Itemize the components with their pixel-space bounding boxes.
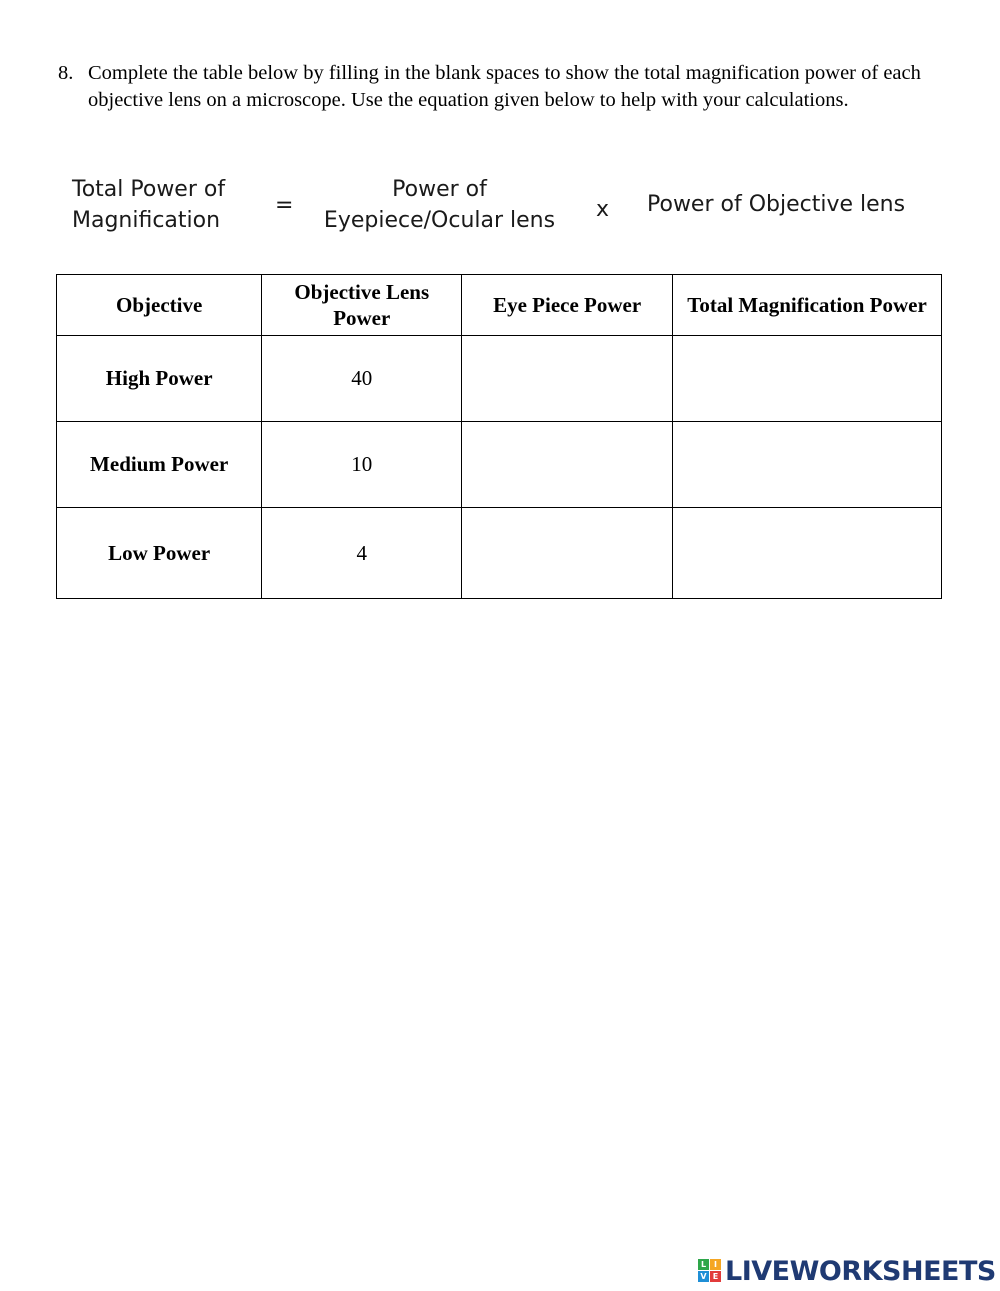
table-row <box>57 422 942 508</box>
table-row <box>57 508 942 599</box>
equation-right-term: Power of Objective lens <box>647 192 906 217</box>
equation-left-line-1: Total Power of <box>72 177 226 202</box>
brand-name: LIVEWORKSHEETS <box>725 1255 996 1287</box>
total-magnification-blank[interactable] <box>673 422 942 508</box>
eye-piece-power-blank[interactable] <box>462 336 673 422</box>
liveworksheets-brand <box>698 1254 996 1288</box>
objective-lens-power-cell: 40 <box>262 336 462 422</box>
objective-cell: Medium Power <box>57 422 262 508</box>
equation-middle-term <box>302 174 577 236</box>
equation-middle-line-1: Power of <box>392 177 487 202</box>
question-8 <box>58 60 938 113</box>
eye-piece-power-blank[interactable] <box>462 508 673 599</box>
table-row <box>57 336 942 422</box>
eye-piece-power-blank[interactable] <box>462 422 673 508</box>
logo-letter-e: E <box>710 1271 721 1282</box>
logo-letter-l: L <box>698 1259 709 1270</box>
header-objective-lens-power: Objective Lens Power <box>262 275 462 336</box>
total-magnification-blank[interactable] <box>673 508 942 599</box>
header-eye-piece-power: Eye Piece Power <box>462 275 673 336</box>
objective-cell: High Power <box>57 336 262 422</box>
equation-left-line-2: Magnification <box>72 208 221 233</box>
liveworksheets-logo-icon <box>698 1259 722 1283</box>
objective-lens-power-cell: 10 <box>262 422 462 508</box>
question-text: Complete the table below by filling in the blank spaces to show the total magnification power of each objective lens on a microscope. Use the equation given below to help with your calculations. <box>88 62 921 111</box>
equation-middle-line-2: Eyepiece/Ocular lens <box>323 208 556 233</box>
question-number: 8. <box>58 62 74 84</box>
header-objective: Objective <box>57 275 262 336</box>
logo-letter-i: I <box>710 1259 721 1270</box>
table-header-row <box>57 275 942 336</box>
objective-lens-power-cell: 4 <box>262 508 462 599</box>
equation-equals-sign: = <box>275 193 294 218</box>
objective-cell: Low Power <box>57 508 262 599</box>
magnification-equation <box>0 172 1000 244</box>
header-total-magnification-power: Total Magnification Power <box>673 275 942 336</box>
equation-times-sign: x <box>596 197 610 222</box>
magnification-table <box>56 274 942 599</box>
logo-letter-v: V <box>698 1271 709 1282</box>
equation-left-term <box>72 174 225 236</box>
total-magnification-blank[interactable] <box>673 336 942 422</box>
